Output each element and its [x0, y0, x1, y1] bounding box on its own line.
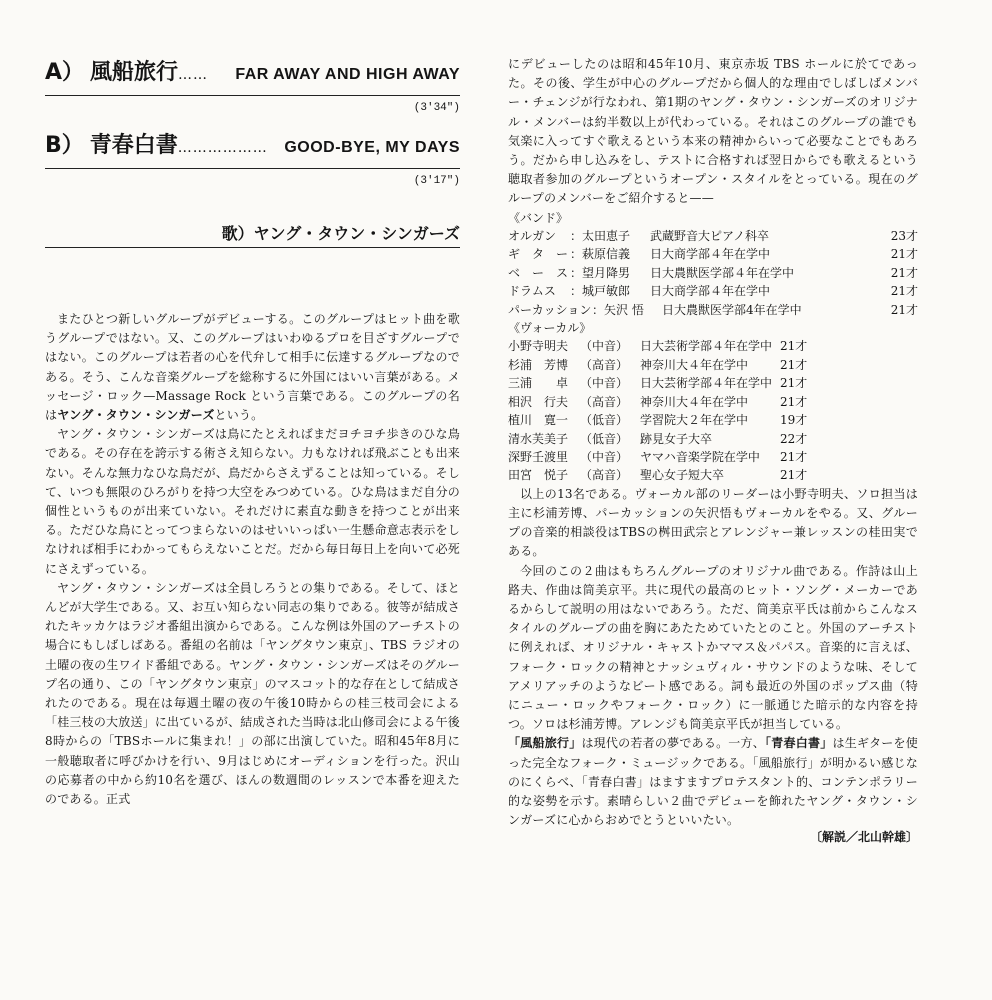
- member-school: 日大商学部４年在学中: [650, 284, 771, 299]
- paragraph-intro-end: という。: [214, 408, 264, 423]
- liner-notes-left: [45, 310, 460, 809]
- member-name: 太田恵子: [582, 229, 631, 244]
- member-age: 23才: [890, 229, 918, 244]
- vocal-school: 聖心女子短大卒: [640, 468, 725, 483]
- member-age: 21才: [890, 302, 918, 317]
- band-member: [508, 264, 918, 282]
- vocal-member: [508, 411, 918, 429]
- vocal-section-header: 《ヴォーカル》: [508, 321, 592, 336]
- member-school: 武蔵野音大ピアノ科卒: [650, 229, 770, 244]
- song-title-fusen: 「風船旅行」: [508, 736, 582, 751]
- vocal-age: 19才: [780, 413, 808, 428]
- vocal-part: （高音）: [580, 468, 629, 483]
- track-b: [45, 128, 460, 166]
- vocal-name: 田宮 悦子: [508, 468, 569, 483]
- vocal-age: 21才: [780, 449, 808, 464]
- track-a-rule: [45, 95, 460, 96]
- member-school: 日大農獣医学部4年在学中: [662, 302, 802, 317]
- vocal-part: （低音）: [580, 431, 629, 446]
- member-name: 萩原信義: [582, 247, 631, 262]
- vocal-school: 神奈川大４年在学中: [640, 357, 749, 372]
- member-age: 21才: [890, 265, 918, 280]
- closing-text-b: は生ギターを使った完全なフォーク・ミュージックである。「風船旅行」が明かるい感じなのにくらべ、「青春白書」はますますプロテスタント的、コンテンポラリー的な姿勢を示す。素晴らしい２曲でデビューを飾れたヤング・タウン・シンガーズに心からおめでとうといいたい。: [508, 736, 918, 828]
- vocal-age: 22才: [780, 431, 808, 446]
- vocal-part: （中音）: [580, 339, 629, 354]
- vocal-member: [508, 448, 918, 466]
- vocal-school: 日大芸術学部４年在学中: [640, 376, 773, 391]
- member-role: ベ ー ス: [508, 265, 569, 280]
- paragraph-bird: ヤング・タウン・シンガーズは鳥にたとえればまだヨチヨチ歩きのひな鳥である。その存在を誇示する術さえ知らない。力もなければ飛ぶことも出来ない。そんな無力なひな鳥だが、鳥だからさえずることは知っている。そして、いつも無限のひろがりを持つ大空をみつめている。ひな鳥はまだ自分の個性というものが出来ていない。それだけに素直な動きを持つことが出来る。ただひな鳥にとってつまらないのはせいいっぱい一生懸命意志表示をしなければ相手にわかってもらえないことだ。だから毎日毎日上を向いて必死にさえずっている。: [45, 427, 460, 576]
- vocal-school: 学習院大２年在学中: [640, 413, 749, 428]
- track-a-dots: ……: [178, 67, 209, 83]
- member-role: パーカッション: [508, 302, 592, 317]
- vocal-age: 21才: [780, 339, 808, 354]
- vocal-part: （低音）: [580, 413, 629, 428]
- paragraph-songs: 今回のこの２曲はもちろんグループのオリジナル曲である。作詩は山上路夫、作曲は筒美京平。共に現代の最高のヒット・ソング・メーカーであるからして説明の用はないであろう。ただ、筒美京平氏は前からこんなスタイルのグループの曲を胸にあたためていたとのこと。外国のアーチストに例えれば、オリジナル・キャストかママス＆パパス。音楽的に言えば、フォーク・ロックの精神とナッシュヴィル・サウンドのような味、そしてアメリアッチのようなビート感である。詞も最近の外国のポップス曲（特にニュー・ロックやフォーク・ロック）に一脈通じた暗示的な内容を持つ。ソロは杉浦芳博。アレンジも筒美京平氏が担当している。: [508, 563, 918, 732]
- vocal-name: 三浦 卓: [508, 376, 569, 391]
- track-a-duration: (3′34″): [413, 102, 460, 114]
- singer-rule: [45, 247, 460, 248]
- band-member: [508, 301, 918, 319]
- vocal-part: （高音）: [580, 357, 629, 372]
- left-column: [45, 55, 460, 809]
- member-role: ギ タ ー: [508, 247, 569, 262]
- band-list: [508, 227, 918, 319]
- paragraph-intro-text: またひとつ新しいグループがデビューする。このグループはヒット曲を歌うグループではない。又、このグループはいわゆるプロを目ざすグループではない。このグループは若者の心を代弁して相手に伝達するグループなのである。そう、こんな音楽グループを総称するに外国にはいい言葉がある。メッセージ・ロック—Massage Rock という言葉である。このグループの名は: [45, 312, 460, 423]
- member-sep: ：: [570, 229, 583, 244]
- vocal-age: 21才: [780, 394, 808, 409]
- vocal-age: 21才: [780, 376, 808, 391]
- track-b-title-jp: 青春白書: [89, 133, 178, 158]
- vocal-name: 相沢 行夫: [508, 394, 569, 409]
- vocal-member: [508, 466, 918, 484]
- closing-text-a: は現代の若者の夢である。一方、: [581, 736, 766, 751]
- paragraph-closing: [508, 734, 918, 830]
- member-sep: ：: [592, 302, 605, 317]
- member-name: 矢沢 悟: [604, 302, 644, 317]
- member-role: ドラムス: [508, 284, 556, 299]
- member-role: オルガン: [508, 229, 557, 244]
- track-b-duration: (3′17″): [413, 175, 460, 187]
- vocal-name: 清水芙美子: [508, 431, 569, 446]
- vocal-school: 跡見女子大卒: [640, 431, 713, 446]
- band-section-header: 《バンド》: [508, 210, 569, 225]
- track-b-dots: ………………: [177, 140, 268, 156]
- paragraph-debut: にデビューしたのは昭和45年10月、東京赤坂 TBS ホールに於てであった。その後、学生が中心のグループだから個人的な理由でしばしばメンバー・チェンジが行なわれ、第1期のヤング・タウン・シンガーズのオリジナル・メンバーは約半数以上が代わっている。それはこのグループの誰でも気楽に入ってすぐ歌えるという本来の精神からいって必要なことでもあろう。だから申し込みをし、テストに合格すれば翌日からでも歌えるという聴取者参加のグループというオープン・スタイルをとっている。現在のグループのメンバーをご紹介すると——: [508, 57, 918, 206]
- member-name: 城戸敏郎: [582, 284, 631, 299]
- vocal-school: 神奈川大４年在学中: [640, 394, 749, 409]
- track-b-title-en: GOOD-BYE, MY DAYS: [284, 139, 460, 156]
- track-a: [45, 55, 460, 93]
- vocal-school: 日大芸術学部４年在学中: [640, 339, 773, 354]
- vocal-name: 深野壬渡里: [508, 449, 569, 464]
- vocal-member: [508, 337, 918, 355]
- vocal-list: [508, 337, 918, 484]
- vocal-member: [508, 393, 918, 411]
- paragraph-intro: [45, 310, 460, 425]
- member-name: 望月降男: [582, 265, 631, 280]
- band-member: [508, 245, 918, 263]
- member-school: 日大商学部４年在学中: [650, 247, 771, 262]
- track-a-title-en: FAR AWAY AND HIGH AWAY: [235, 66, 460, 83]
- song-title-seishun: 「青春白書」: [765, 736, 833, 751]
- vocal-age: 21才: [780, 468, 808, 483]
- track-b-rule: [45, 168, 460, 169]
- track-a-title-jp: 風船旅行: [90, 60, 179, 85]
- liner-notes-right-lower: [508, 485, 918, 831]
- right-column: [508, 55, 918, 845]
- track-a-label: A）: [45, 60, 85, 85]
- vocal-part: （高音）: [580, 394, 629, 409]
- member-sep: ：: [570, 247, 583, 262]
- vocal-member: [508, 430, 918, 448]
- vocal-age: 21才: [780, 357, 808, 372]
- paragraph-formation: ヤング・タウン・シンガーズは全員しろうとの集りである。そして、ほとんどが大学生である。又、お互い知らない同志の集りである。彼等が結成されたキッカケはラジオ番組出演からである。こんな例は外国のアーチストの場合にもしばしばある。番組の名前は「ヤングタウン東京」、TBS ラジオの土曜の夜の生ワイド番組である。ヤング・タウン・シンガーズはそのグループ名の通り、この「ヤングタウン東京」のマスコット的な存在として結成されたのである。現在は毎週土曜の夜の午後10時からの桂三枝司会による「桂三枝の大放送」に出ているが、結成された当時は北山修司会による午後8時からの「TBSホールに集まれ！」の部に出演していた。昭和45年8月に一般聴取者に呼びかけを行い、9月はじめにオーディションを行った。沢山の応募者の中から約10名を選び、ほんの数週間のレッスンで本番を迎えたのである。正式: [45, 580, 460, 807]
- band-member: [508, 282, 918, 300]
- band-member: [508, 227, 918, 245]
- liner-notes-right: [508, 55, 918, 209]
- vocal-member: [508, 374, 918, 392]
- vocal-part: （中音）: [580, 376, 629, 391]
- vocal-name: 小野寺明夫: [508, 339, 569, 354]
- singer-credit: 歌）ヤング・タウン・シンガーズ: [221, 224, 460, 243]
- member-school: 日大農獣医学部４年在学中: [650, 265, 795, 280]
- commentary-credit: 〔解説／北山幹雄〕: [809, 830, 918, 845]
- member-sep: ：: [570, 265, 583, 280]
- vocal-name: 植川 寛一: [508, 413, 569, 428]
- group-name-bold: ヤング・タウン・シンガーズ: [57, 408, 215, 423]
- vocal-member: [508, 356, 918, 374]
- vocal-part: （中音）: [580, 449, 629, 464]
- member-sep: ：: [570, 284, 583, 299]
- vocal-name: 杉浦 芳博: [508, 357, 569, 372]
- member-age: 21才: [890, 247, 918, 262]
- vocal-school: ヤマハ音楽学院在学中: [640, 449, 760, 464]
- track-b-label: B）: [45, 133, 84, 158]
- member-age: 21才: [890, 284, 918, 299]
- paragraph-members-summary: 以上の13名である。ヴォーカル部のリーダーは小野寺明夫、ソロ担当は主に杉浦芳博、パーカッションの矢沢悟もヴォーカルをやる。又、グループの音楽的相談役はTBSの桝田武宗とアレンジャー兼レッスンの桂田実である。: [508, 486, 918, 559]
